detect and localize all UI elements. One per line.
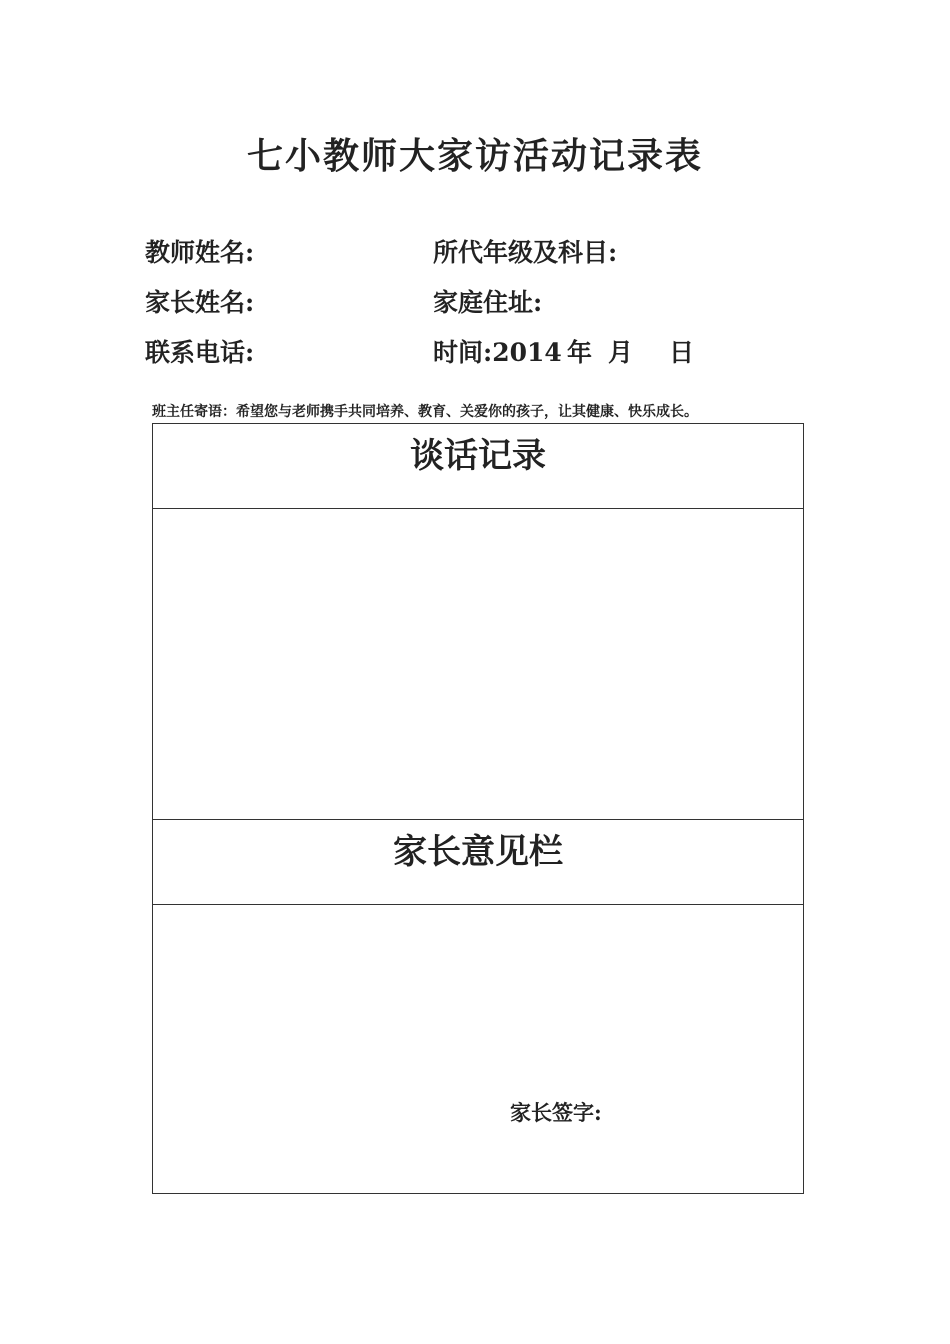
head-teacher-note: 班主任寄语：希望您与老师携手共同培养、教育、关爱你的孩子，让其健康、快乐成长。 <box>152 404 698 420</box>
address-label: 家庭住址: <box>433 288 543 317</box>
teacher-name-label: 教师姓名: <box>145 238 255 267</box>
parent-opinion-area[interactable] <box>153 905 804 1194</box>
day-unit: 日 <box>669 338 695 367</box>
parent-opinion-header <box>153 820 804 905</box>
page-title: 七小教师大家访活动记录表 <box>246 135 703 177</box>
talk-record-title: 谈话记录 <box>410 436 546 476</box>
month-unit: 月 <box>608 338 634 367</box>
parent-name-label: 家长姓名: <box>145 288 255 317</box>
year-value: 2014 <box>492 338 562 367</box>
phone-label: 联系电话: <box>145 338 255 367</box>
record-table <box>152 423 804 1194</box>
year-unit: 年 <box>567 338 593 367</box>
parent-signature-label: 家长签字: <box>510 1100 602 1125</box>
talk-record-header <box>153 424 804 509</box>
time-label: 时间: <box>433 338 493 367</box>
grade-subject-label: 所代年级及科目: <box>433 238 618 267</box>
time-field <box>433 333 562 369</box>
parent-opinion-title: 家长意见栏 <box>393 832 563 872</box>
talk-record-area[interactable] <box>153 509 804 820</box>
